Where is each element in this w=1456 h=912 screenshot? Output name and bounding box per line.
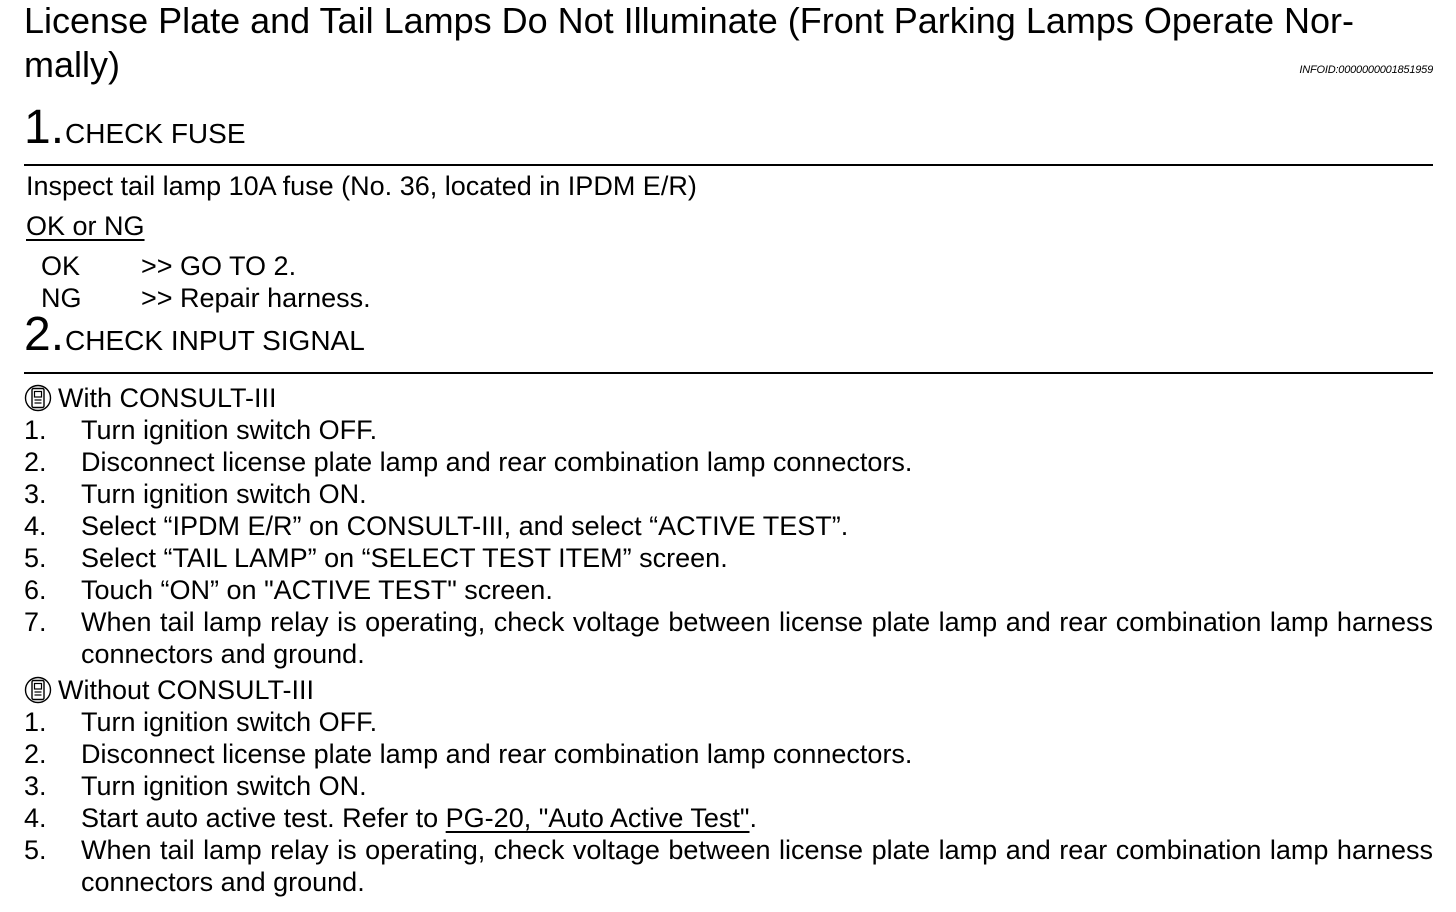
with-consult-item-text: Disconnect license plate lamp and rear combination lamp connectors. (81, 447, 913, 477)
with-consult-item-text: Turn ignition switch OFF. (81, 415, 378, 445)
with-consult-item-text: Select “IPDM E/R” on CONSULT-III, and select “ACTIVE TEST”. (81, 511, 849, 541)
with-consult-item-text: Select “TAIL LAMP” on “SELECT TEST ITEM” screen. (81, 543, 728, 573)
with-consult-item-number: 5. (24, 543, 47, 573)
step-1-number: 1. (24, 101, 65, 154)
without-consult-item-number: 2. (24, 739, 47, 769)
with-consult-label: With CONSULT-III (58, 383, 277, 413)
step-1-instruction: Inspect tail lamp 10A fuse (No. 36, located in IPDM E/R) (26, 171, 697, 201)
with-consult-item-text: When tail lamp relay is operating, check voltage between license plate lamp and rear combination lamp harness connectors and ground. (81, 607, 1433, 669)
result-ok-code: OK (41, 251, 81, 281)
without-consult-label: Without CONSULT-III (58, 675, 315, 705)
step-1-heading (24, 101, 246, 154)
step-2-heading (24, 308, 365, 361)
without-consult-item-number: 1. (24, 707, 47, 737)
without-consult-item-text: When tail lamp relay is operating, check voltage between license plate lamp and rear combination lamp harness connectors and ground. (81, 835, 1433, 897)
page-title: License Plate and Tail Lamps Do Not Illuminate (Front Parking Lamps Operate Nor- (24, 0, 1354, 41)
with-consult-item-number: 2. (24, 447, 47, 477)
with-consult-item-text: Touch “ON” on "ACTIVE TEST" screen. (81, 575, 553, 605)
without-consult-item-text: Disconnect license plate lamp and rear combination lamp connectors. (81, 739, 913, 769)
without-consult-heading (24, 674, 314, 706)
without-consult-item-text: Turn ignition switch OFF. (81, 707, 378, 737)
with-consult-item-number: 4. (24, 511, 47, 541)
ok-ng-title: OK or NG (26, 211, 145, 241)
without-consult-item-number: 5. (24, 835, 47, 865)
auto-test-text-after: . (749, 803, 758, 833)
step-2-label: CHECK INPUT SIGNAL (65, 325, 365, 356)
consult-tool-icon (24, 676, 52, 704)
result-ng-action: >> Repair harness. (141, 283, 371, 313)
page-title-continued: mally) (24, 44, 120, 85)
auto-test-text-before: Start auto active test. Refer to (81, 803, 446, 833)
without-consult-item-number: 4. (24, 803, 47, 833)
with-consult-item-number: 3. (24, 479, 47, 509)
consult-tool-icon (24, 384, 52, 412)
step-1-divider (24, 164, 1433, 166)
result-ok-action: >> GO TO 2. (141, 251, 297, 281)
info-id: INFOID:0000000001851959 (1299, 64, 1433, 76)
with-consult-item-number: 7. (24, 607, 47, 637)
with-consult-item-number: 6. (24, 575, 47, 605)
without-consult-item-text (81, 802, 1433, 834)
result-ng-code: NG (41, 283, 82, 313)
auto-active-test-link[interactable]: PG-20, "Auto Active Test" (445, 803, 750, 833)
step-1-label: CHECK FUSE (65, 118, 246, 149)
without-consult-item-number: 3. (24, 771, 47, 801)
without-consult-item-text: Turn ignition switch ON. (81, 771, 367, 801)
with-consult-item-text: Turn ignition switch ON. (81, 479, 367, 509)
step-2-divider (24, 372, 1433, 374)
with-consult-item-number: 1. (24, 415, 47, 445)
step-2-number: 2. (24, 308, 65, 361)
with-consult-heading (24, 382, 277, 414)
